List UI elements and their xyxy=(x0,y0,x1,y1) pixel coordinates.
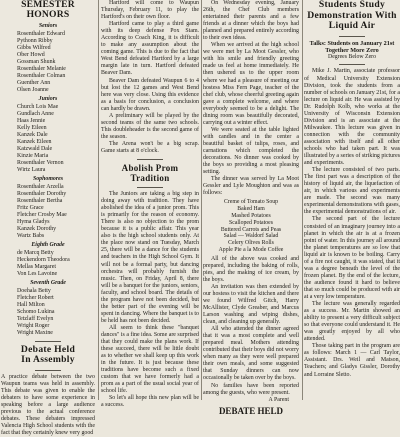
honor-name: Kelly Eileen xyxy=(17,124,47,131)
prom-paragraph: The Juniors are taking a big step in doing away with tradition. They have abolished the idea of a junior prom. This is primarily for the reason of economy. There is also no objection to the prom because it is a public affair. This year also is the high school students only. At the place now stand on Tuesday, March 25, there will be a dance for the students and teachers in the High School Gym. It will not be a formal party, but dancing orchestra will probably furnish the music. Then, on Friday, April 8, there will be a banquet for the juniors, seniors, faculty, and school board. The details of the program have not been decided, but the better part of the evening will be spent in dancing. Where the banquet is to be held has not been decided. xyxy=(101,191,199,324)
menu-item: Mashed Potatoes xyxy=(231,212,271,219)
chef-club-paragraph: No families have been reported among the guests, who were present. xyxy=(203,382,299,396)
divider xyxy=(35,341,61,342)
honor-name: Wirtz Laura xyxy=(17,166,46,173)
honor-name: Heckendorn Theodora xyxy=(17,256,70,263)
honor-name: Kanzek Dale xyxy=(17,131,48,138)
liquid-air-heading: Students Study Demonstration With Liquid Air xyxy=(307,0,397,31)
honor-name: Von Les Lavoine xyxy=(17,270,58,277)
honor-name: Rosenthaler Arzella xyxy=(17,183,64,190)
liquid-air-paragraph: Mike J. Martin, associate professor of Medical University Extension Division, took the students from a number of schools on January 21st, for a lecture on liquid air. He was assisted by Dr. Rudolph Kolb, who works at the University of Wisconsin Extension Division and is an associate at the Milwaukee. This lecture was given in connection with the community association with itself and all other schools who had taken part. It was illustrated by a series of striking pictures and experiments. xyxy=(304,68,400,167)
honor-name: Kinzie Maria xyxy=(17,152,49,159)
divider xyxy=(137,187,163,188)
honor-name: Wartz Babs xyxy=(17,232,45,239)
honor-name: Fritz Grace xyxy=(17,204,44,211)
chef-club-paragraph: When we arrived at the high school we were met by La Moot Gessler, who with his smile and friendly greeting made us feel at home immediately. He then ushered us to the upper room where we had a pleasure of meeting our hostess Miss Fern Page, teacher of the chef club, whose cheerful greeting again gave a complete welcome, and where everybody seemed to be a delight. The dining room was beautifully decorated, carrying out a winter effect. xyxy=(203,42,299,126)
article-paragraph: Hartford will come to Waupun Thursday, February 11, to play the Hartford's on their own floor. xyxy=(101,0,199,21)
column-3 xyxy=(203,0,299,416)
honor-name: Guenther Ann xyxy=(17,79,51,86)
menu-heading: Creme of Tomato Soup xyxy=(223,199,279,206)
debate-heading: Debate Held In Assembly xyxy=(20,343,76,366)
menu-item: Baked Ham xyxy=(237,206,265,213)
honor-name: Wright Roger xyxy=(17,322,50,329)
prom-paragraph: So let's all hope this new plan will be a success. xyxy=(101,395,199,409)
prom-paragraph: All seem to think these "banquet dances" is a fine idea. Some are surprised that they could make the plans work. If these succeed, there will be little doubt as to whether we shall keep up this work in the future. It is just because these traditions have become such a fixed custom that we have formerly had a prom as a part of the usual social year of school life. xyxy=(101,324,199,395)
honor-name: Mellas Margaret xyxy=(17,263,56,270)
column-4 xyxy=(304,0,400,400)
honor-name: Rosenthaler Colman xyxy=(17,72,66,79)
divider xyxy=(35,370,61,371)
prom-heading: Abolish Prom Tradition xyxy=(121,163,179,184)
honor-name: Olsen Joanne xyxy=(17,86,49,93)
liquid-air-paragraph: The lecture consisted of two parts. The first part was a description of the history of liquid air, the liquefaction of air, in which various and experiments are made. The second was many experimental demonstrations with gases, the experimental demonstrations of air. xyxy=(304,167,400,216)
menu-item: Celery Olives Rolls xyxy=(228,240,274,247)
honor-name: de Marcq Betty xyxy=(17,249,54,256)
menu-item: Scalloped Potatoes xyxy=(229,219,273,226)
honor-name: Hyma Gladys xyxy=(17,218,50,225)
divider xyxy=(339,36,365,37)
honor-name: Katzwald Dale xyxy=(17,145,53,152)
honor-name: Kanzek Eileen xyxy=(17,138,52,145)
signature: A Parent xyxy=(268,396,289,403)
honor-name: Church Lois Mae xyxy=(17,103,59,110)
honor-name: Schomo Lukina xyxy=(17,308,55,315)
honor-name: Gossman Shunk xyxy=(17,58,56,65)
honor-name: Rosenthaler Vernon xyxy=(17,159,64,166)
menu-item: Apple Pie a la Mode Coffee xyxy=(218,246,284,253)
chef-club-paragraph: We were seated at the table lighted with candles and in the center a beautiful basket of tulips, roses, and carnations which completed the decorations. No dinner was cooked by the boys so providing a most pleasing setting. xyxy=(203,126,299,176)
chef-club-paragraph: An invitation was then extended by our hostess to visit the kitchen and there we found Wilfred Gitch, Harry McAllister, Clyde Greaber, and Marcus Larson washing and wiping dishes, clean, and cleaning up generally. xyxy=(203,283,299,326)
honors-list xyxy=(1,23,95,337)
honor-name: Rosenthaler Bertha xyxy=(17,197,63,204)
article-paragraph: A preliminary will be played by the second teams of the same two schools. This doubleheader is the second game of the season. xyxy=(101,112,199,140)
honor-name: Rosenthaler Melanie xyxy=(17,65,66,72)
honor-name: Kanzek Dorothy xyxy=(17,225,57,232)
article-paragraph: The Arena won't be a big scrap. Game starts at 8 o'clock. xyxy=(101,140,199,154)
column-1 xyxy=(1,0,95,437)
honors-group-title: Eighth Grade xyxy=(31,241,65,248)
honor-name: Gibbs Wilfred xyxy=(17,44,51,51)
debate-paragraph: A practice debate between the two Waupun teams was held in assembly. This debate was given to enable the debaters to have some experience in speaking before a large audience previous to the actual conference debates. These debaters impressed Valencia High School students with the fact that they certainly knew very good xyxy=(1,373,95,437)
honor-name: Gundlach Anne xyxy=(17,110,54,117)
menu-item: Salad — Waldorf Salad xyxy=(223,233,279,240)
honor-name: Ober Howd xyxy=(17,51,45,58)
column-2 xyxy=(101,0,199,409)
honors-group-title: Seventh Grade xyxy=(30,279,66,286)
divider xyxy=(137,159,163,160)
liquid-air-paragraph: Those taking part in the program are as follows: March 1 — Carl Taylor, Assistant. Drs. Weil and Matson, Teachers; and Gladys Gissler, Dorothy and Lorraine Sletto. xyxy=(304,343,400,378)
debate-heading-2: DEBATE HELD xyxy=(218,405,284,416)
honor-name: Fletcher Robert xyxy=(17,294,54,301)
honors-group-title: Sophomores xyxy=(32,175,64,182)
column-rule xyxy=(98,0,99,400)
column-rule xyxy=(302,0,303,400)
honor-name: Hall Milton xyxy=(17,301,45,308)
column-rule xyxy=(201,0,202,400)
liquid-air-subheading-2: Degrees Below Zero xyxy=(328,53,376,60)
honor-name: Rosenthaler Edward xyxy=(17,30,65,37)
article-paragraph: Beaver Dam defeated Waupun 6 to 4 but lost the 12 games and West Bend here was very close. Using this evidence as a basis for conclusion, a conclusion can hardly be drawn. xyxy=(101,77,199,112)
chef-club-paragraph: All of the above was cooked and prepared, including the baking of rolls, pies, and the making of ice cream, by the boys. xyxy=(203,255,299,283)
liquid-air-paragraph: The lecture was generally regarded as a success. Mr. Martin showed an ability to present a very difficult subject so that everyone could understand it. He was greatly enjoyed by all who attended. xyxy=(304,301,400,343)
menu-list xyxy=(203,206,299,254)
honor-name: Pythonn Ribby xyxy=(17,37,53,44)
honor-name: Wright Maxine xyxy=(17,329,53,336)
honor-name: Doehala Betty xyxy=(17,287,51,294)
article-paragraph: Hartford came to play a third game with its deep defense Pox Stam. According to Coach King, it is difficult to make any assumption about the coming game. This is due to the fact that West Bend defeated Hartford by a large margin late in turn. Hartford defeated Beaver Dam. xyxy=(101,21,199,77)
chef-club-paragraph: All who attended the dinner agreed that it was a most complete and well prepared meal. Mothers attending contributed that their boys did not worry when many as they were well prepared their own meals, and some suggested that Sunday dinners can now occasionally be taken over by the boys. xyxy=(203,326,299,382)
liquid-air-subheading: Talks: Students on January 21st Together More Zero xyxy=(309,39,395,54)
honor-name: Rosenthaler Dorothy xyxy=(17,190,67,197)
honors-group-title: Juniors xyxy=(38,95,58,102)
honor-name: Haas Jennie xyxy=(17,117,46,124)
menu-item: Buttered Carrots and Peas xyxy=(220,226,282,233)
semester-honors-heading: SEMESTER HONORS xyxy=(21,0,75,21)
honors-group-title: Seniors xyxy=(38,22,58,29)
chef-club-paragraph: The dinner was served by La Moot Gessler and Lyle Moughton and was as follows: xyxy=(203,176,299,197)
honor-name: Fletcher Crosby Mae xyxy=(17,211,67,218)
liquid-air-paragraph: The second part of the lecture consisted of an imaginary journey into a planet in which the air is at a frozen point of water. In this journey all around the planet temperatures are so low that liquid air is known to be boiling. Carry of a fire not caught, it was stated, that it was a degree beneath the level of the frozen planet. By the end of the lecture, the audience found it hard to believe that so much could be produced with air at a very low temperature. xyxy=(304,216,400,300)
divider xyxy=(339,64,365,65)
chef-club-paragraph: On Wednesday evening, January 26th, the Chef Club members entertained their parents and a few friends at a dinner which the boys had planned and prepared entirely according to their own ideas. xyxy=(203,0,299,42)
honor-name: Tetzlaff Evelyn xyxy=(17,315,54,322)
